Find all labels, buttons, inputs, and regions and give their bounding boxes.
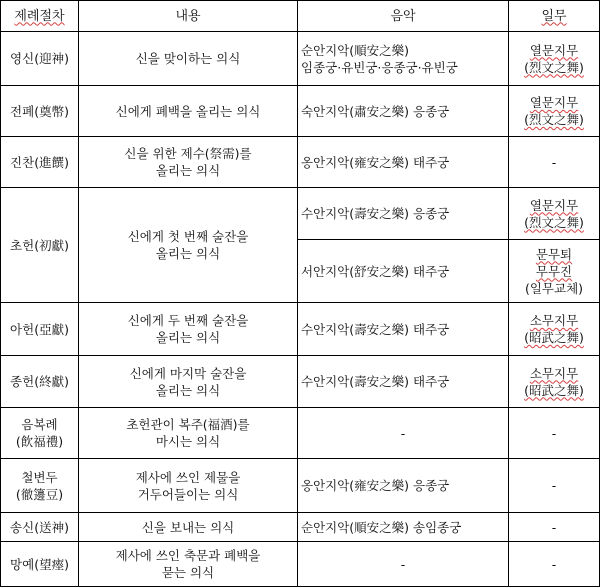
music-cell: 옹안지악(雍安之樂) 태주궁 [298,137,509,188]
music-cell: - [298,542,509,587]
header-content: 내용 [79,1,298,32]
procedure-cell: 종헌(終獻) [1,356,79,408]
content-cell: 신을 보내는 의식 [79,513,298,542]
dance-cell: 소무지무 (昭武之舞) [509,356,600,408]
dance-cell: - [509,137,600,188]
header-dance: 일무 [509,1,600,32]
procedure-cell: 영신(迎神) [1,32,79,86]
table-row [1,356,600,408]
dance-cell: - [509,459,600,513]
dance-cell: 소무지무 (昭武之舞) [509,303,600,356]
music-cell: 옹안지악(雍安之樂) 응종궁 [298,459,509,513]
dance-cell: 열문지무 (烈文之舞) [509,86,600,137]
music-cell: 숙안지악(肅安之樂) 응종궁 [298,86,509,137]
music-cell: 수안지악(壽安之樂) 태주궁 [298,303,509,356]
content-cell: 초헌관이 복주(福酒)를 마시는 의식 [79,408,298,459]
content-cell: 제사에 쓰인 축문과 폐백을 묻는 의식 [79,542,298,587]
procedure-cell: 망예(望瘞) [1,542,79,587]
music-cell: - [298,408,509,459]
dance-cell: - [509,513,600,542]
procedure-cell: 철변두 (徹籩豆) [1,459,79,513]
procedure-cell: 아헌(亞獻) [1,303,79,356]
table-row [1,86,600,137]
dance-cell: 열문지무 (烈文之舞) [509,188,600,240]
dance-cell: - [509,408,600,459]
procedure-cell: 초헌(初獻) [1,188,79,303]
table-row [1,303,600,356]
content-cell: 신에게 마지막 술잔을 올리는 의식 [79,356,298,408]
content-cell: 신에게 첫 번째 술잔을 올리는 의식 [79,188,298,303]
music-cell: 순안지악(順安之樂) 송임종궁 [298,513,509,542]
dance-cell: 문무퇴 무무진 (일무교체) [509,240,600,303]
procedure-cell: 음복례 (飮福禮) [1,408,79,459]
procedure-cell: 전폐(奠幣) [1,86,79,137]
content-cell: 제사에 쓰인 제물을 거두어들이는 의식 [79,459,298,513]
table-row [1,32,600,86]
header-music: 음악 [298,1,509,32]
table-row [1,408,600,459]
dance-cell: 열문지무 (烈文之舞) [509,32,600,86]
music-cell: 순안지악(順安之樂) 임종궁·유빈궁·응종궁·유빈궁 [298,32,509,86]
content-cell: 신을 위한 제수(祭需)를 올리는 의식 [79,137,298,188]
header-procedure: 제례절차 [1,1,79,32]
music-cell: 수안지악(壽安之樂) 응종궁 [298,188,509,240]
music-cell: 수안지악(壽安之樂) 태주궁 [298,356,509,408]
table-row [1,542,600,587]
music-cell: 서안지악(舒安之樂) 태주궁 [298,240,509,303]
dance-cell: - [509,542,600,587]
table-row [1,459,600,513]
table-row [1,513,600,542]
content-cell: 신에게 두 번째 술잔을 올리는 의식 [79,303,298,356]
table-row [1,188,600,240]
procedure-cell: 송신(送神) [1,513,79,542]
header-row [1,1,600,32]
procedure-cell: 진찬(進饌) [1,137,79,188]
content-cell: 신에게 폐백을 올리는 의식 [79,86,298,137]
table-row [1,137,600,188]
content-cell: 신을 맞이하는 의식 [79,32,298,86]
